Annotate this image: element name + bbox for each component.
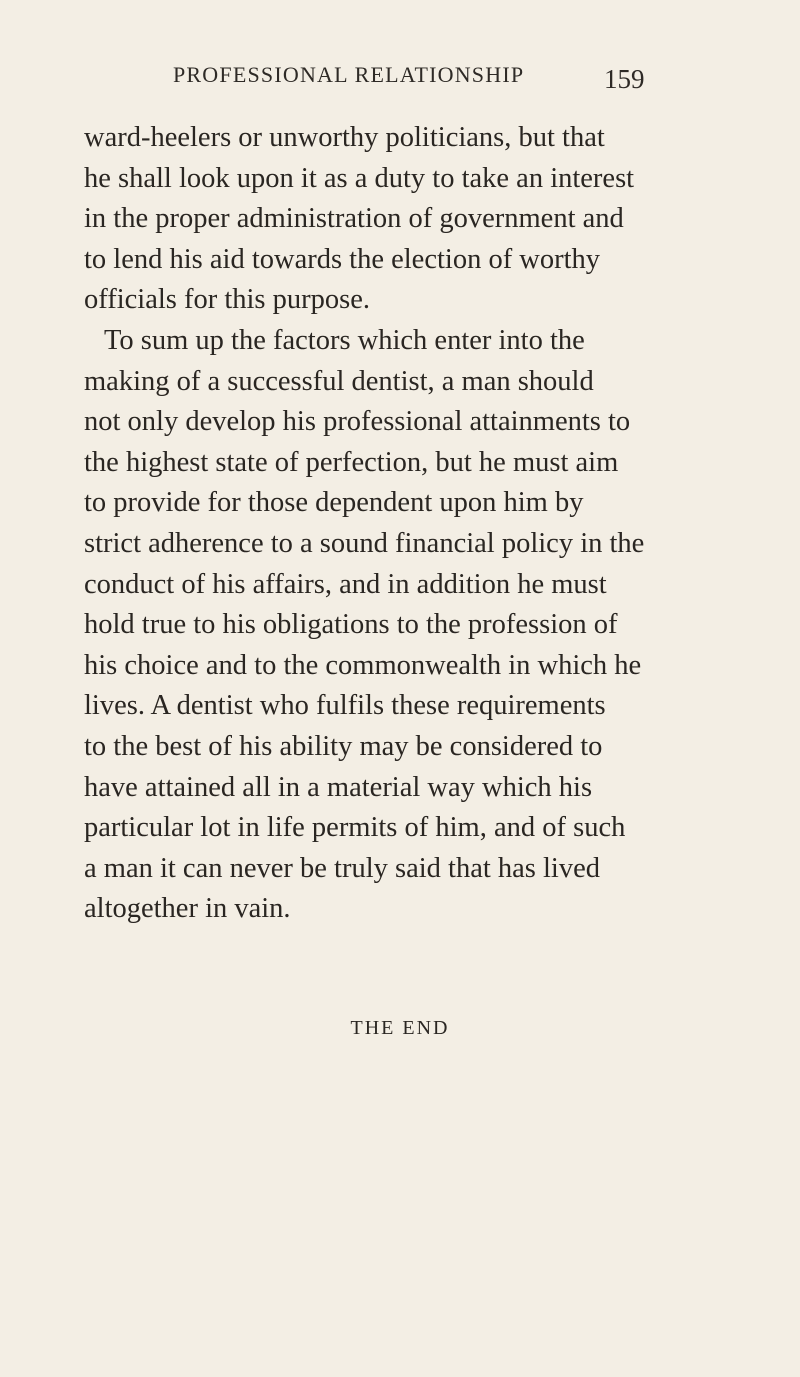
text-line: making of a successful dentist, a man should [84, 365, 594, 397]
text-line: his choice and to the commonwealth in which he [84, 649, 642, 681]
page-number: 159 [604, 64, 645, 94]
running-head-title: PROFESSIONAL RELATIONSHIP [173, 62, 525, 87]
text-line: lives. A dentist who fulfils these requirements [84, 690, 606, 722]
text-line: ward-heelers or unworthy politicians, but that [84, 122, 605, 153]
text-line: have attained all in a material way which his [84, 771, 593, 803]
body-text [84, 118, 724, 930]
paragraph-first-line: To sum up the factors which enter into the [104, 324, 585, 356]
text-line: he shall look upon it as a duty to take an interest [84, 162, 635, 194]
text-line: to lend his aid towards the election of worthy [84, 243, 601, 275]
text-line: conduct of his affairs, and in addition he must [84, 568, 607, 600]
text-line: a man it can never be truly said that has lived [84, 852, 600, 884]
text-line: particular lot in life permits of him, and of such [84, 812, 626, 844]
text-line: not only develop his professional attainments to [84, 406, 631, 438]
the-end-label: THE END [350, 1017, 450, 1039]
text-line: in the proper administration of government and [84, 203, 624, 235]
text-line: the highest state of perfection, but he must aim [84, 446, 619, 478]
text-line: to the best of his ability may be considered to [84, 730, 603, 762]
text-line: hold true to his obligations to the profession of [84, 609, 618, 641]
text-line: officials for this purpose. [84, 284, 371, 316]
text-line: strict adherence to a sound financial policy in the [84, 527, 645, 559]
text-line: altogether in vain. [84, 893, 291, 925]
text-line: to provide for those dependent upon him by [84, 487, 584, 519]
